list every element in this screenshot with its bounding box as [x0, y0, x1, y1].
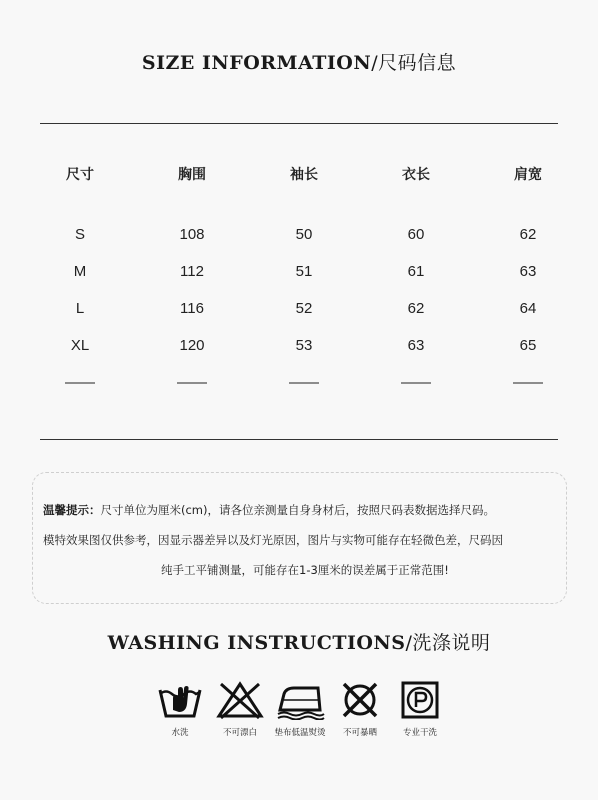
table-cell: ——: [289, 374, 319, 391]
size-information-title: [0, 48, 598, 75]
table-cell: M: [73, 263, 87, 280]
tips-text-3: 纯手工平铺测量，可能存在1-3厘米的误差属于正常范围!: [161, 563, 449, 577]
table-cell: ——: [513, 374, 543, 391]
care-label: 垫布低温熨烫: [274, 728, 326, 738]
tips-label: 温馨提示：: [43, 503, 101, 517]
table-row: [24, 216, 584, 253]
table-cell: ——: [401, 374, 431, 391]
table-cell: 116: [180, 300, 204, 317]
care-label: 不可暴晒: [342, 728, 377, 738]
table-cell: 120: [179, 337, 205, 354]
table-cell: XL: [70, 337, 90, 354]
header-length: 衣长: [402, 167, 430, 183]
care-label: 专业干洗: [402, 728, 437, 738]
table-cell: 62: [407, 300, 425, 317]
table-row: [24, 327, 584, 364]
size-title-cn: /尺码信息: [371, 52, 457, 74]
tips-box: [32, 472, 567, 604]
care-item-iron-low: [270, 680, 330, 738]
table-cell: 112: [180, 263, 204, 280]
size-bottom-divider: [40, 439, 558, 440]
table-cell: 51: [295, 263, 313, 280]
table-cell: 65: [519, 337, 537, 354]
table-cell: 50: [295, 226, 313, 243]
table-cell: ——: [65, 374, 95, 391]
care-item-no-bleach: [210, 680, 270, 738]
tips-text-2: 模特效果图仅供参考，因显示器差异以及灯光原因，图片与实物可能存在轻微色差，尺码因: [43, 533, 503, 547]
header-sleeve: 袖长: [290, 167, 318, 183]
tips-text-1: 尺寸单位为厘米(cm)，请各位亲测量自身身材后，按照尺码表数据选择尺码。: [100, 503, 495, 517]
hand-wash-icon: [157, 680, 203, 720]
table-cell: 52: [295, 300, 313, 317]
size-table-header-row: [24, 160, 584, 188]
table-cell: 63: [407, 337, 425, 354]
washing-title-cn: /洗涤说明: [405, 632, 491, 654]
care-item-dry-clean: [390, 680, 450, 738]
table-row: [24, 253, 584, 290]
header-size: 尺寸: [66, 167, 94, 183]
table-cell: 61: [407, 263, 425, 280]
header-shoulder: 肩宽: [514, 167, 542, 183]
washing-instructions-title: [0, 628, 598, 655]
professional-dry-clean-icon: [399, 680, 441, 720]
care-icons-row: [150, 680, 450, 750]
size-title-en: SIZE INFORMATION: [141, 52, 372, 74]
header-chest: 胸围: [178, 167, 206, 183]
washing-title-en: WASHING INSTRUCTIONS: [107, 632, 406, 654]
table-cell: 108: [179, 226, 205, 243]
table-cell: L: [75, 300, 85, 317]
care-item-hand-wash: [150, 680, 210, 738]
tips-line-1: [43, 495, 495, 525]
care-item-no-sun-dry: [330, 680, 390, 738]
iron-low-with-cloth-icon: [274, 680, 326, 720]
table-cell: 62: [519, 226, 537, 243]
table-cell: 63: [519, 263, 537, 280]
table-row: [24, 364, 584, 401]
care-label: 水洗: [171, 728, 189, 738]
table-cell: S: [74, 226, 85, 243]
no-sun-dry-icon: [339, 680, 381, 720]
size-top-divider: [40, 123, 558, 124]
table-cell: 60: [407, 226, 425, 243]
size-table: [24, 160, 584, 401]
no-bleach-icon: [215, 680, 265, 720]
table-cell: 53: [295, 337, 313, 354]
table-cell: 64: [519, 300, 537, 317]
table-row: [24, 290, 584, 327]
care-label: 不可漂白: [222, 728, 257, 738]
table-cell: ——: [177, 374, 207, 391]
